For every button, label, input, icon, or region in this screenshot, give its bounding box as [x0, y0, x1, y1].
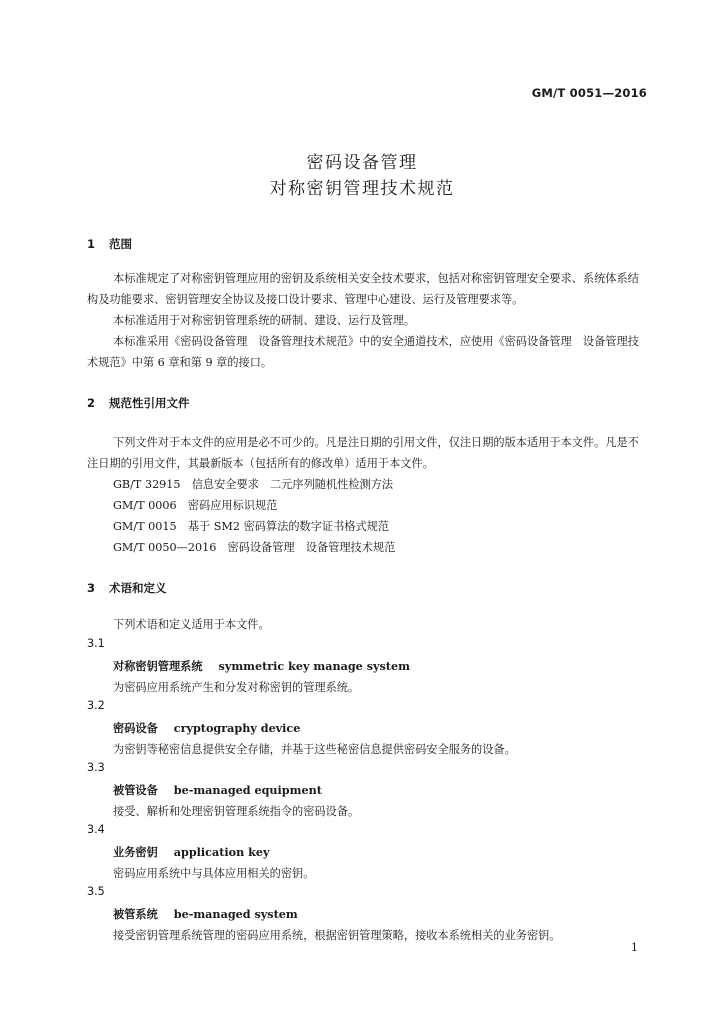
- term-zh: 业务密钥: [113, 845, 158, 859]
- section-1-heading: [87, 236, 132, 252]
- section-1-paragraph-1: 本标准规定了对称密钥管理应用的密钥及系统相关安全技术要求，包括对称密钥管理安全要求、系统体系结构及功能要求、密钥管理安全协议及接口设计要求、管理中心建设、运行及管理要求等。: [87, 272, 639, 306]
- term-en: be-managed system: [173, 907, 298, 921]
- reference-item: GM/T 0015 基于 SM2 密码算法的数字证书格式规范: [113, 520, 390, 533]
- term-en: cryptography device: [173, 721, 301, 735]
- term-zh: 密码设备: [113, 721, 158, 735]
- term-number: 3.3: [87, 761, 105, 774]
- term-en: symmetric key manage system: [218, 659, 410, 673]
- section-number: 3: [87, 581, 96, 595]
- term-heading: [113, 720, 300, 736]
- reference-item: GB/T 32915 信息安全要求 二元序列随机性检测方法: [113, 478, 394, 491]
- term-definition: 为密码应用系统产生和分发对称密钥的管理系统。: [113, 681, 360, 694]
- term-en: be-managed equipment: [173, 783, 322, 797]
- term-zh: 对称密钥管理系统: [113, 659, 203, 673]
- section-title: 范围: [109, 237, 132, 251]
- term-zh: 被管设备: [113, 783, 158, 797]
- section-title: 规范性引用文件: [109, 396, 190, 410]
- term-number: 3.1: [87, 637, 105, 650]
- term-number: 3.2: [87, 699, 105, 712]
- term-number: 3.4: [87, 823, 105, 836]
- page-number: 1: [631, 941, 638, 954]
- term-definition: 密码应用系统中与具体应用相关的密钥。: [113, 867, 315, 880]
- term-definition: 接受、解析和处理密钥管理系统指令的密码设备。: [113, 805, 360, 818]
- reference-item: GM/T 0006 密码应用标识规范: [113, 499, 278, 512]
- document-title-line1: 密码设备管理: [306, 153, 418, 173]
- section-1-paragraph-3: 本标准采用《密码设备管理 设备管理技术规范》中的安全通道技术，应使用《密码设备管理 设备管理技术规范》中第 6 章和第 9 章的接口。: [87, 335, 639, 369]
- term-number: 3.5: [87, 885, 105, 898]
- term-heading: [113, 658, 410, 674]
- section-1-paragraph-2: 本标准适用于对称密钥管理系统的研制、建设、运行及管理。: [113, 314, 416, 327]
- term-heading: [113, 906, 298, 922]
- term-zh: 被管系统: [113, 907, 158, 921]
- section-2-intro: 下列文件对于本文件的应用是必不可少的。凡是注日期的引用文件，仅注日期的版本适用于本文件。凡是不注日期的引用文件，其最新版本（包括所有的修改单）适用于本文件。: [87, 436, 639, 470]
- section-3-heading: [87, 580, 167, 596]
- term-heading: [113, 782, 322, 798]
- term-definition: 接受密钥管理系统管理的密码应用系统，根据密钥管理策略，接收本系统相关的业务密钥。: [113, 929, 561, 942]
- document-title-line2: 对称密钥管理技术规范: [269, 179, 455, 199]
- section-number: 1: [87, 237, 96, 251]
- term-en: application key: [173, 845, 270, 859]
- term-heading: [113, 844, 270, 860]
- section-number: 2: [87, 396, 96, 410]
- section-3-intro: 下列术语和定义适用于本文件。: [113, 618, 270, 631]
- term-definition: 为密钥等秘密信息提供安全存储，并基于这些秘密信息提供密码安全服务的设备。: [113, 743, 516, 756]
- reference-item: GM/T 0050—2016 密码设备管理 设备管理技术规范: [113, 541, 396, 554]
- section-2-heading: [87, 395, 190, 411]
- section-title: 术语和定义: [109, 581, 167, 595]
- standard-number: GM/T 0051—2016: [531, 86, 647, 100]
